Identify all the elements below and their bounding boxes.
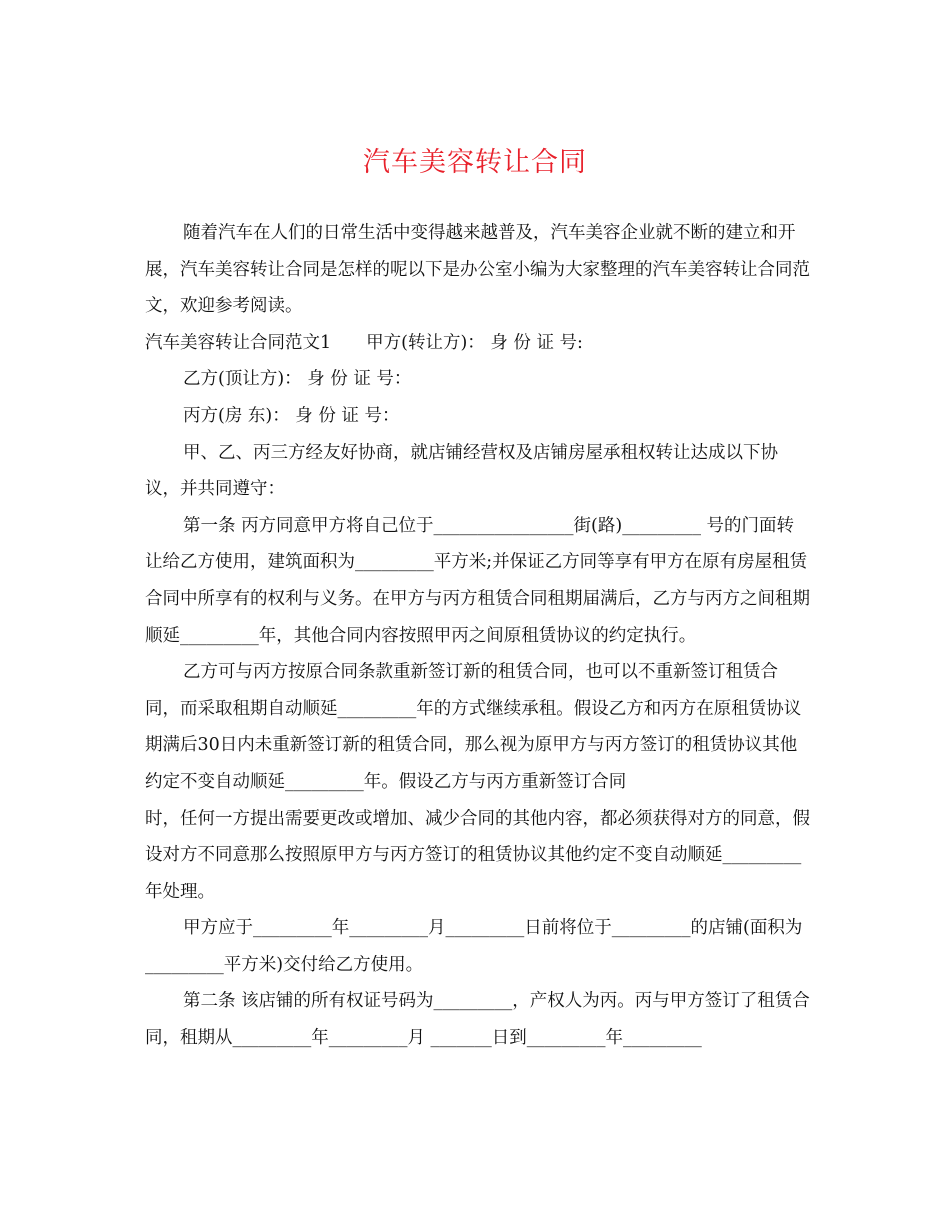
party-a-line: 汽车美容转让合同范文1 甲方(转让方)： 身 份 证 号: (145, 332, 583, 353)
article-1: 第一条 丙方同意甲方将自己位于________________街(路)_________ 号的门面转让给乙方使用，建筑面积为_________平方米;并保证乙方同等享有甲方在原有房屋租赁合同中所享有的权利与义务。在甲方与丙方租赁合同租期届满后，乙方与丙方之间租期顺延_________年，其他合同内容按照甲丙之间原租赁协议的约定执行。 (145, 515, 810, 646)
article-2: 第二条 该店铺的所有权证号码为_________，产权人为丙。丙与甲方签订了租赁合同，租期从_________年_________月 _______日到_________年_________ (145, 991, 810, 1049)
document-title: 汽车美容转让合同 (363, 147, 587, 178)
renewal-paragraph-continued: 时，任何一方提出需要更改或增加、减少合同的其他内容，都必须获得对方的同意，假设对方不同意那么按照原甲方与丙方签订的租赁协议其他约定不变自动顺延_________年处理。 (145, 808, 810, 902)
party-c-line: 丙方(房 东)： 身 份 证 号： (183, 405, 400, 426)
party-b-line: 乙方(顶让方)： 身 份 证 号： (183, 369, 412, 390)
intro-paragraph: 随着汽车在人们的日常生活中变得越来越普及，汽车美容企业就不断的建立和开展，汽车美容转让合同是怎样的呢以下是办公室小编为大家整理的汽车美容转让合同范文，欢迎参考阅读。 (145, 223, 810, 317)
document-body (145, 215, 810, 1057)
renewal-paragraph: 乙方可与丙方按原合同条款重新签订新的租赁合同，也可以不重新签订租赁合同，而采取租期自动顺延_________年的方式继续承租。假设乙方和丙方在原租赁协议期满后30日内未重新签订新的租赁合同，那么视为原甲方与丙方签订的租赁协议其他约定不变自动顺延_________年。假设乙方与丙方重新签订合同 (145, 662, 802, 792)
delivery-paragraph: 甲方应于_________年_________月_________日前将位于_________的店铺(面积为_________平方米)交付给乙方使用。 (145, 918, 803, 975)
agreement-preamble: 甲、乙、丙三方经友好协商，就店铺经营权及店铺房屋承租权转让达成以下协议，并共同遵守： (145, 442, 778, 500)
